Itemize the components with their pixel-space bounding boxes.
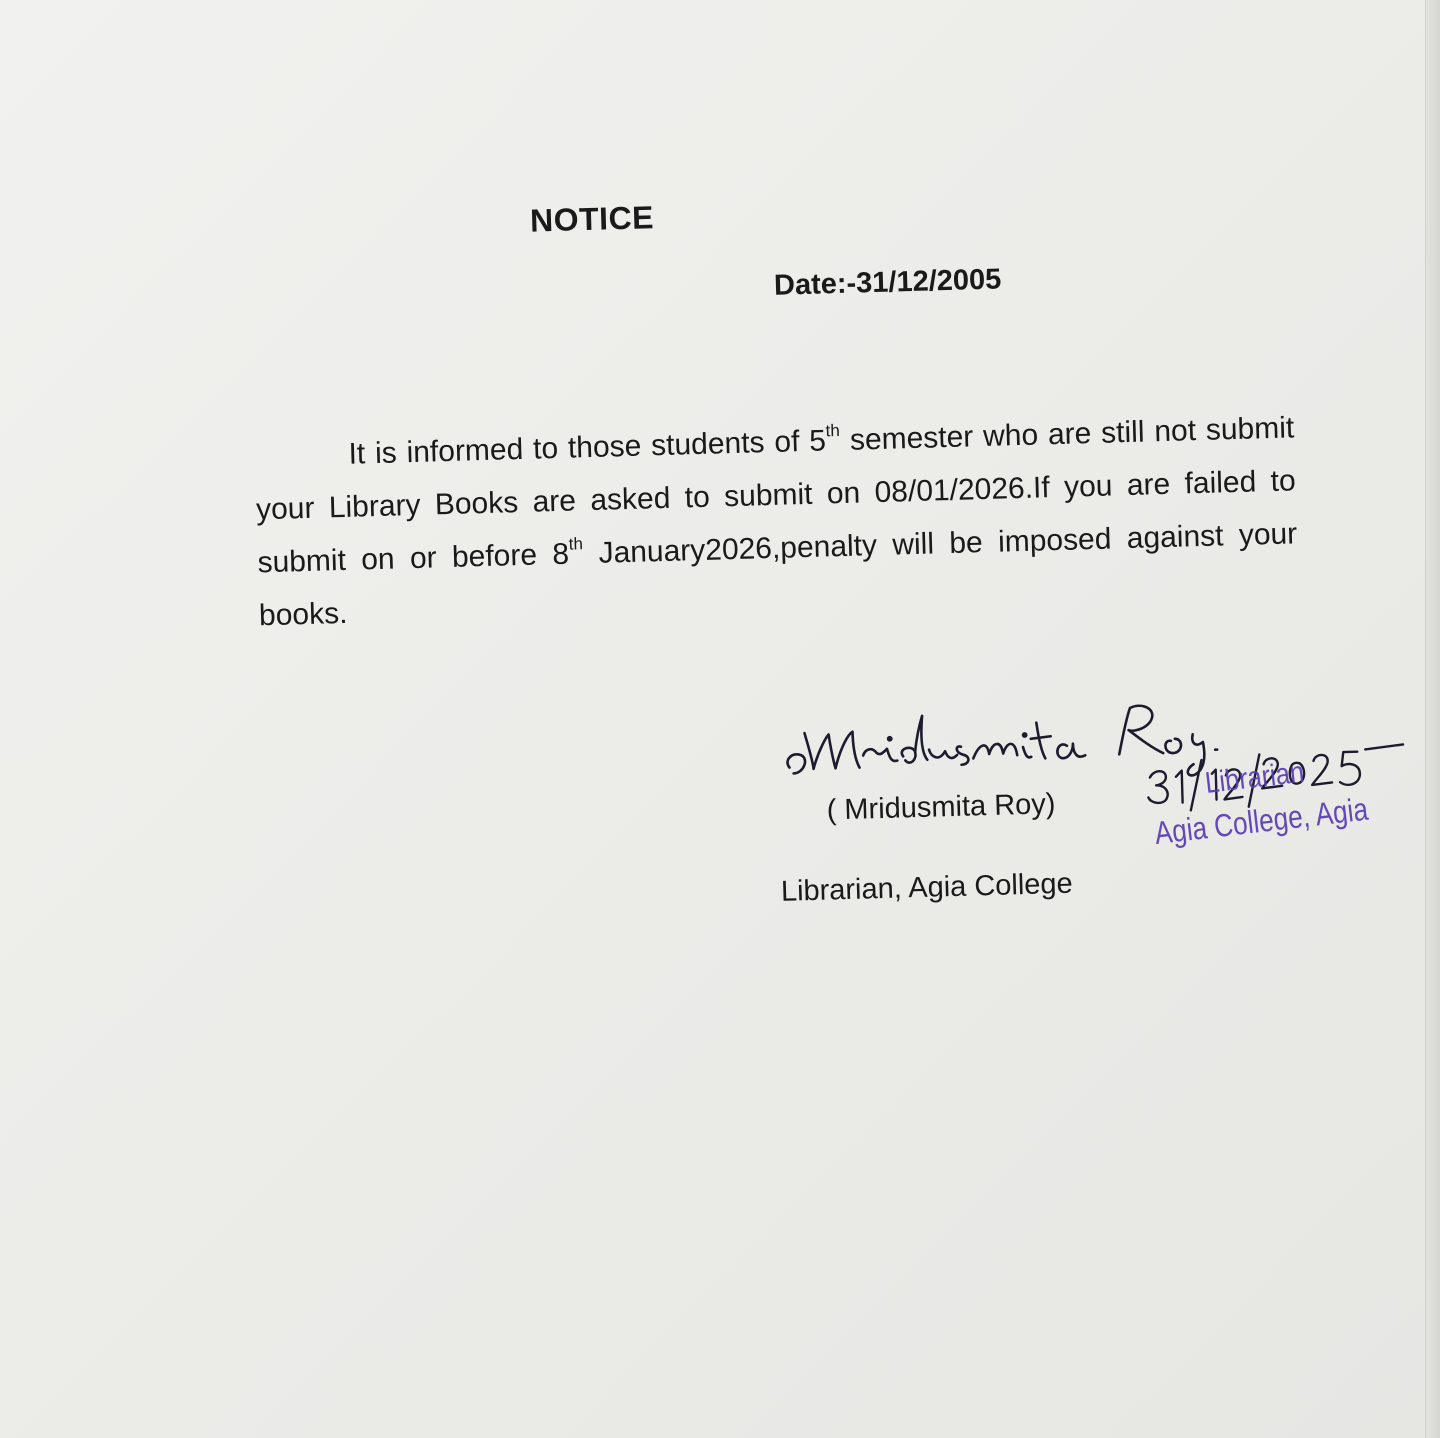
body-text-part1: It is informed to those students of 5 xyxy=(348,424,827,471)
notice-date: Date:-31/12/2005 xyxy=(773,263,1002,302)
printed-signer-name: ( Mridusmita Roy) xyxy=(826,788,1056,827)
stamp-line-2: Agia College, Agia xyxy=(1152,790,1370,852)
ordinal-suffix-1: th xyxy=(825,421,841,441)
stamp-line-1: Librarian xyxy=(1203,755,1306,800)
body-text-part3: January2026,penalty will be imposed against your books. xyxy=(258,517,1298,633)
ordinal-suffix-2: th xyxy=(568,534,584,554)
notice-body xyxy=(254,401,1300,642)
paragraph-indent xyxy=(255,464,349,467)
body-text-part2: semester who are still not submit your Library Books are asked to submit on 08/01/2026.If you are failed to submit on or before 8 xyxy=(255,411,1297,580)
notice-title: NOTICE xyxy=(529,199,655,239)
printed-signer-role: Librarian, Agia College xyxy=(780,867,1074,908)
